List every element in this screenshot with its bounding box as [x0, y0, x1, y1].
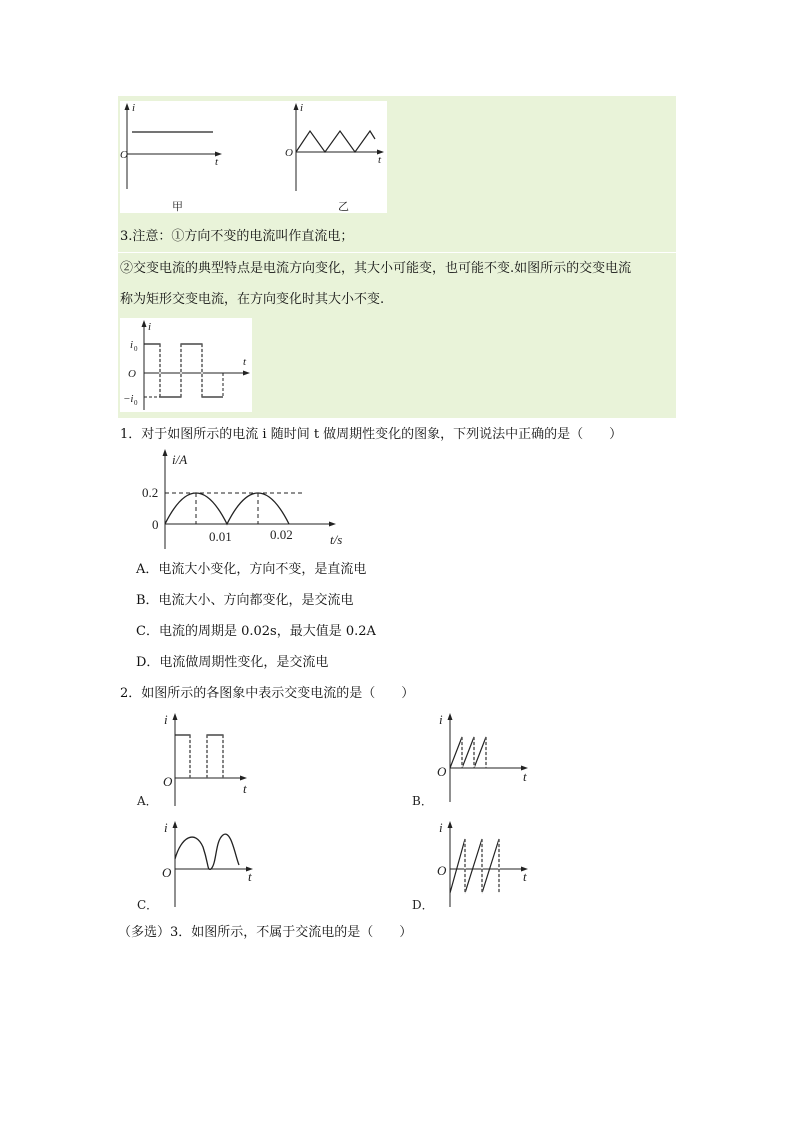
fig2-axis-t: t — [243, 356, 247, 368]
q2b-axis-t: t — [523, 769, 527, 784]
q2a-axis-i: i — [164, 712, 168, 727]
q2-graph-d[interactable] — [410, 815, 535, 915]
figure-square-wave — [120, 318, 252, 412]
note-line-3: 称为矩形交变电流，在方向变化时其大小不变. — [120, 292, 385, 307]
q2a-label: A． — [137, 794, 158, 808]
q2b-origin: O — [437, 764, 447, 779]
fig1-left-origin: O — [120, 149, 128, 161]
fig2-neg-sub: 0 — [134, 399, 138, 407]
fig2-origin: O — [128, 368, 136, 380]
q1-xlabel: t/s — [330, 532, 343, 547]
fig1-right-axis-t: t — [378, 154, 382, 166]
fig1-right-origin: O — [285, 147, 293, 159]
q2-graph-b[interactable] — [410, 712, 535, 808]
q2a-axis-t: t — [243, 781, 247, 796]
fig2-pos-label: i — [130, 339, 134, 351]
q1-stem: 1．对于如图所示的电流 i 随时间 t 做周期性变化的图象，下列说法中正确的是（ ） — [120, 427, 623, 442]
q1-option-a[interactable]: A．电流大小变化，方向不变，是直流电 — [136, 562, 367, 577]
q1-option-d[interactable]: D．电流做周期性变化，是交流电 — [136, 655, 329, 670]
note-line-2: ②交变电流的典型特点是电流方向变化，其大小可能变，也可能不变.如图所示的交变电流 — [120, 261, 632, 276]
fig1-left-label: 甲 — [172, 201, 183, 213]
q2d-origin: O — [437, 863, 447, 878]
q2c-axis-i: i — [164, 820, 168, 835]
q2d-axis-i: i — [439, 820, 443, 835]
fig2-axis-i: i — [148, 321, 152, 333]
q1-y-tick: 0.2 — [142, 485, 159, 500]
q2c-label: C． — [137, 898, 159, 912]
q2b-label: B． — [412, 794, 433, 808]
fig1-right-axis-i: i — [300, 102, 304, 114]
fig1-left-axis-i: i — [132, 102, 136, 114]
q3-stem: （多选）3．如图所示，不属于交流电的是（ ） — [118, 925, 413, 940]
fig2-pos-sub: 0 — [134, 345, 138, 353]
q1-option-c[interactable]: C．电流的周期是 0.02s，最大值是 0.2A — [136, 624, 376, 639]
q1-origin: 0 — [152, 517, 159, 532]
q2c-axis-t: t — [248, 869, 252, 884]
q2-graph-a[interactable] — [135, 712, 255, 808]
q1-x-tick-1: 0.01 — [209, 529, 232, 544]
figure-dc-triangle — [120, 101, 387, 213]
q2d-axis-t: t — [523, 869, 527, 884]
q2-stem: 2．如图所示的各图象中表示交变电流的是（ ） — [120, 686, 415, 701]
fig2-neg-label: −i — [123, 393, 134, 405]
q1-ylabel: i/A — [172, 452, 188, 467]
fig1-right-label: 乙 — [338, 201, 349, 213]
q2b-axis-i: i — [439, 712, 443, 727]
q2a-origin: O — [163, 774, 173, 789]
q2-graph-c[interactable] — [135, 815, 260, 915]
q1-x-tick-2: 0.02 — [270, 527, 293, 542]
q1-option-b[interactable]: B．电流大小、方向都变化，是交流电 — [136, 593, 354, 608]
note-line-1: 3.注意：①方向不变的电流叫作直流电； — [120, 229, 354, 244]
q2d-label: D． — [412, 898, 434, 912]
fig1-left-axis-t: t — [215, 156, 219, 168]
row-divider — [118, 252, 676, 253]
q1-figure — [140, 449, 355, 551]
q2c-origin: O — [162, 865, 172, 880]
